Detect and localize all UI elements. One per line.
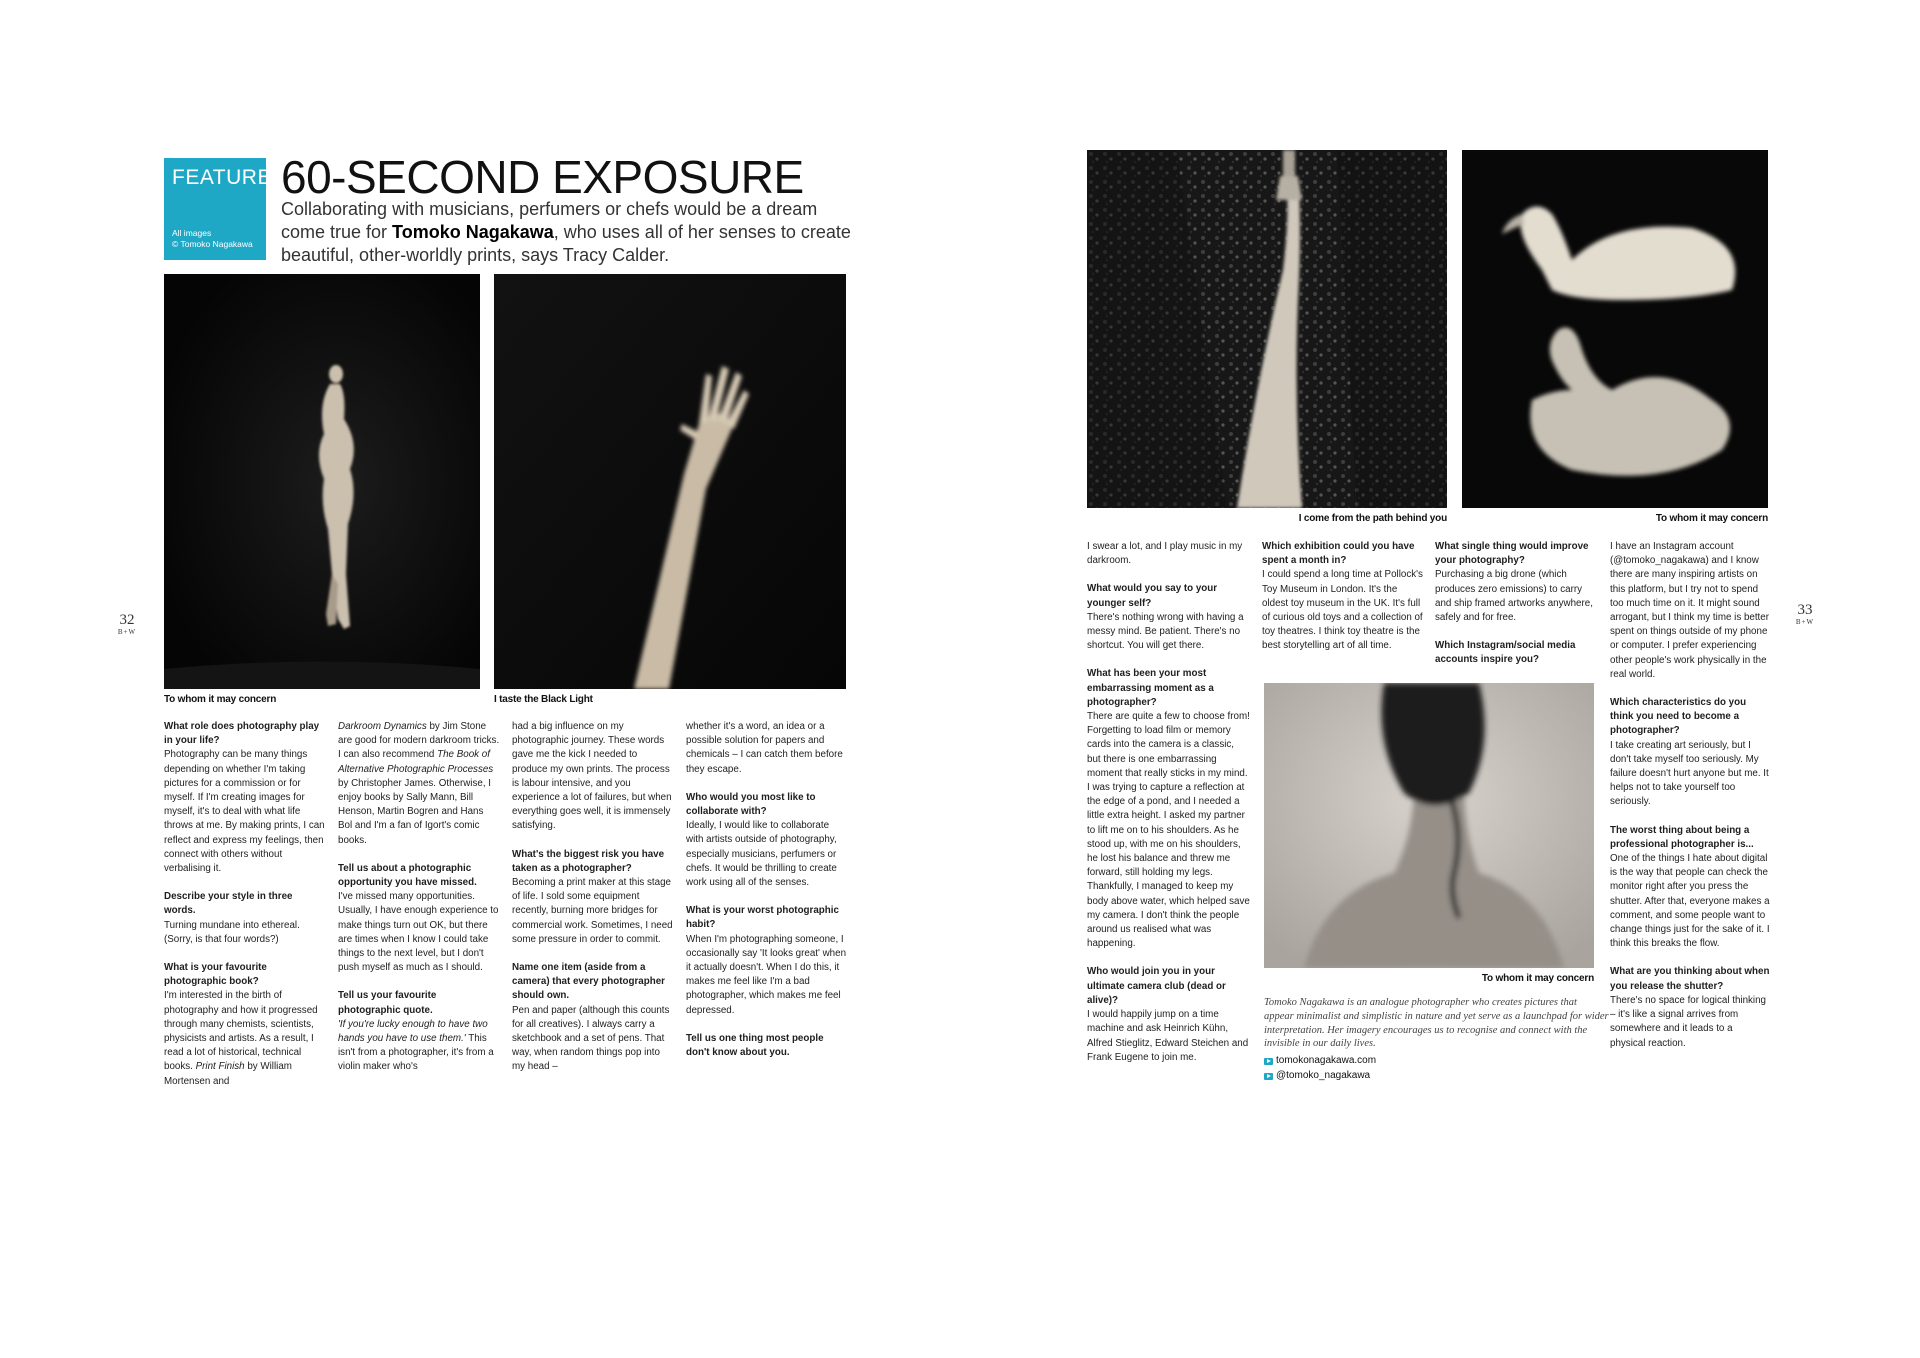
book-title: The Book of Alternative Photographic Processes [338,749,494,775]
question: What's the biggest risk you have taken as a photographer? [512,848,665,874]
right-col-2 [1262,540,1425,668]
question: What role does photography play in your life? [164,721,320,747]
photo-swan-image [1462,150,1768,508]
question: What single thing would improve your photography? [1435,541,1589,567]
answer: Purchasing a big drone (which produces zero emissions) to carry and ship framed artworks anywhere, safely and for free. [1435,569,1593,624]
answer: had a big influence on my photographic journey. These words gave me the kick I needed to produce my own prints. The process is labour intensive, and you experience a lot of failures, but when everything goes well, it is immensely satisfying. [512,721,672,832]
website-icon [1264,1058,1273,1065]
question: Which Instagram/social media accounts inspire you? [1435,640,1576,666]
question: Who would join you in your ultimate camera club (dead or alive)? [1087,966,1226,1006]
answer-cont: by Christopher James. Otherwise, I enjoy books by Sally Mann, Bill Henson, Martin Bogren and Hans Bol and I'm a fan of Igort's comic books. [338,777,491,846]
website-text[interactable]: tomokonagakawa.com [1276,1055,1377,1066]
question: Tell us your favourite photographic quote. [338,990,437,1016]
answer: I would happily jump on a time machine and ask Heinrich Kühn, Alfred Stieglitz, Edward Steichen and Frank Eugene to join me. [1087,1009,1249,1063]
answer: When I'm photographing someone, I occasionally say 'It looks great' when it actually doesn't. When I do this, it makes me feel like I'm a bad photographer, which makes me feel depressed. [686,933,847,1016]
book-title: Print Finish [195,1061,245,1073]
question: Tell us about a photographic opportunity you have missed. [338,862,477,889]
question: Which exhibition could you have spent a month in? [1262,541,1415,567]
question: What are you thinking about when you release the shutter? [1610,966,1770,992]
question: Tell us one thing most people don't know about you. [686,1032,824,1059]
right-col-1 [1087,540,1250,1079]
photo-back-image [1264,683,1594,968]
answer: There's nothing wrong with having a messy mind. Be patient. There's no shortcut. You will get there. [1087,611,1244,652]
standfirst-intro: Collaborating with musicians, perfumers or chefs would be a dream come true for [281,199,818,242]
answer: Turning mundane into ethereal. (Sorry, is that four words?) [164,919,300,945]
article-title: 60-SECOND EXPOSURE [281,151,804,203]
left-col-3 [512,720,674,1089]
question: The worst thing about being a professional photographer is... [1610,824,1754,850]
photo-back [1264,683,1594,968]
question: Who would you most like to collaborate with? [686,791,816,818]
magazine-mark-right: B+W [1795,618,1815,626]
photo-figure [164,274,480,689]
answer: Pen and paper (although this counts for all creatives). I always carry a sketchbook and a set of pens. That way, when random things pop into my head – [512,1004,670,1073]
left-col-4 [686,720,848,1074]
left-col-2 [338,720,500,1089]
answer: There are quite a few to choose from! Forgetting to load film or memory cards into the camera is a classic, but there is one embarrassing moment that really sticks in my mind. I was trying to capture a reflection at the edge of a pond, and I needed a little extra height. I asked my partner to lift me on to his shoulders. As he stood up, with me on his shoulders, he lost his balance and threw me forward, still holding my legs. Thankfully, I managed to keep my body above water, which helped save my camera. I don't think the people around us realised what was happening. [1087,711,1250,950]
question: Describe your style in three words. [164,891,293,917]
answer-cont: by William Mortensen and [164,1061,292,1087]
question: What would you say to your younger self? [1087,583,1218,609]
photo-hand-image [494,274,846,689]
image-credit [172,228,253,250]
caption-photo-3: I come from the path behind you [1298,513,1447,524]
photo-path-image [1087,150,1447,508]
answer: I could spend a long time at Pollock's Toy Museum in London. It's the oldest toy museum in the UK. It's full of curious old toys and a collection of toy theatres. I think toy theatre is the best storytelling art of all time. [1262,569,1423,652]
question: Which characteristics do you think you need to become a photographer? [1610,697,1747,737]
answer: whether it's a word, an idea or a possible solution for papers and chemicals – I can catch them before they escape. [686,721,843,775]
answer: I'm interested in the birth of photography and how it progressed through many chemists, scientists, physicists and artists. As a result, I read a lot of historical, technical books. [164,990,318,1073]
question: What is your favourite photographic book? [164,962,267,988]
answer: Becoming a print maker at this stage of life. I sold some equipment recently, burning more bridges for commercial work. Sometimes, I need some pressure in order to commit. [512,877,673,945]
question: What is your worst photographic habit? [686,905,839,931]
instagram-handle[interactable]: @tomoko_nagakawa [1276,1070,1371,1081]
question: What has been your most embarrassing moment as a photographer? [1087,668,1214,708]
page-number-left: 32 [119,612,135,628]
answer: One of the things I hate about digital is the way that people can check the monitor right after you press the shutter. After that, everyone makes a comment, and some people want to change things just for the sake of it. I think this breaks the flow. [1610,853,1770,950]
magazine-mark-left: B+W [117,628,137,636]
standfirst-rest: , who uses all of her senses to create beautiful, other-worldly prints, says Tracy Calder. [281,222,851,265]
answer: I've missed many opportunities. Usually, I have enough experience to make things turn out OK, but there are times when I know I could take things to the next level, but I don't push myself as much as I should. [338,891,499,974]
photo-path [1087,150,1447,508]
answer: I have an Instagram account (@tomoko_nagakawa) and I know there are many inspiring artists on this platform, but I try not to spend too much time on it. It might sound arrogant, but I think my time is better spent on things outside of my phone or computer. I prefer experiencing other people's work physically in the real world. [1610,541,1769,680]
book-title: Darkroom Dynamics [338,721,427,732]
feature-label: FEATURE [172,166,272,189]
caption-photo-5: To whom it may concern [1481,973,1594,984]
caption-photo-1: To whom it may concern [164,694,277,705]
page-folio-left [112,612,142,636]
credit-line-2: © Tomoko Nagakawa [172,239,253,249]
page-number-right: 33 [1797,602,1813,618]
right-col-4 [1610,540,1770,1065]
left-col-1 [164,720,326,1103]
instagram-icon [1264,1073,1273,1080]
question: Name one item (aside from a camera) that every photographer should own. [512,962,665,1002]
feature-section-tag [164,158,272,260]
standfirst [281,198,861,267]
answer: by Jim Stone are good for modern darkroom tricks. I can also recommend [338,721,500,761]
photo-figure-image [164,274,480,689]
website-link[interactable] [1264,1054,1376,1068]
answer-cont: This isn't from a photographer, it's from a violin maker who's [338,1033,494,1073]
instagram-link[interactable] [1264,1069,1370,1083]
caption-photo-2: I taste the Black Light [494,694,593,705]
right-col-3 [1435,540,1600,682]
answer: Photography can be many things depending on whether I'm taking pictures for a commission or for myself. If I'm creating images for myself, it's to deal with what life throws at me. By making prints, I can reflect and express my feelings, then connect with others without verbalising it. [164,749,325,875]
answer: Ideally, I would like to collaborate with artists outside of photography, especially musicians, perfumers or chefs. It would be thrilling to create work using all of the senses. [686,820,837,889]
photographer-bio: Tomoko Nagakawa is an analogue photographer who creates pictures that appear minimalist and simplistic in nature and yet serve as a launchpad for wider interpretation. Her imagery encourages us to recognise and connect with the invisible in our daily lives. [1264,997,1609,1050]
quote: 'If you're lucky enough to have two hands you have to use them.' [338,1018,488,1045]
photographer-name: Tomoko Nagakawa [392,222,554,242]
answer: I swear a lot, and I play music in my darkroom. [1087,541,1243,567]
page-folio-right [1790,602,1820,626]
answer: I take creating art seriously, but I don't take myself too seriously. My failure doesn't hurt anyone but me. It helps not to take yourself too seriously. [1610,739,1769,808]
photo-hand [494,274,846,689]
answer: There's no space for logical thinking – it's like a signal arrives from somewhere and it leads to a physical reaction. [1610,994,1766,1049]
photo-swan [1462,150,1768,508]
caption-photo-4: To whom it may concern [1655,513,1768,524]
credit-line-1: All images [172,228,212,238]
